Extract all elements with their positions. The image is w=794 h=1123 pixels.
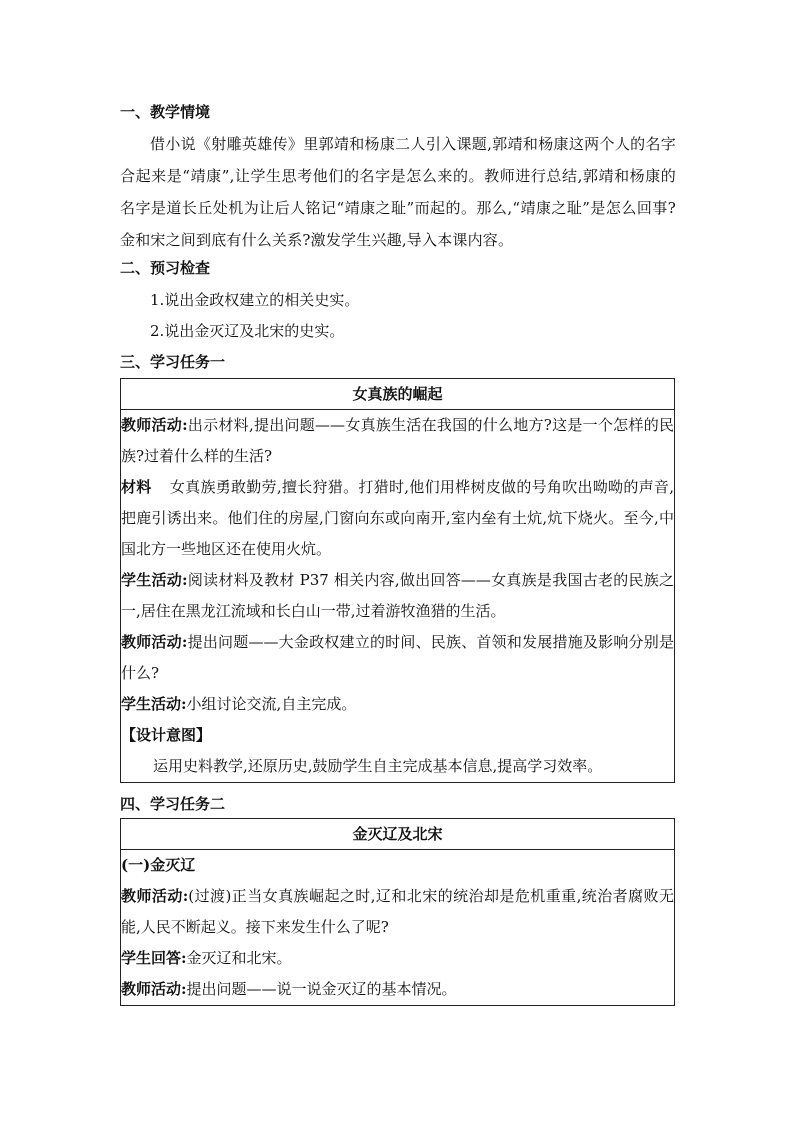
student-activity-2-label: 学生活动:: [121, 695, 187, 713]
teacher-activity-1-text: 出示材料,提出问题——女真族生活在我国的什么地方?这是一个怎样的民族?过着什么样的生活?: [121, 416, 674, 465]
material-block: [121, 472, 674, 565]
task1-table-title: 女真族的崛起: [121, 379, 675, 410]
teacher-activity-4-label: 教师活动:: [121, 980, 187, 998]
teacher-activity-2-label: 教师活动:: [121, 633, 188, 651]
student-activity-2: [121, 689, 674, 720]
preview-item-2: 2.说出金灭辽及北宋的史实。: [150, 322, 345, 340]
student-answer-text: 金灭辽和北宋。: [186, 949, 292, 967]
material-label: 材料: [121, 478, 152, 496]
subheading-jin-destroys-liao: (一)金灭辽: [121, 856, 196, 874]
section2-heading: 二、预习检查: [120, 259, 211, 277]
student-activity-2-text: 小组讨论交流,自主完成。: [186, 695, 357, 713]
student-activity-1: [121, 565, 674, 627]
task2-table-body: [121, 850, 675, 1006]
teacher-activity-2: [121, 627, 674, 689]
teacher-activity-1-label: 教师活动:: [121, 416, 188, 434]
task1-table-body: [121, 410, 675, 783]
student-answer-label: 学生回答:: [121, 949, 187, 967]
preview-item-1: 1.说出金政权建立的相关史实。: [150, 291, 360, 309]
student-activity-1-label: 学生活动:: [121, 571, 188, 589]
task2-table: [120, 818, 675, 1006]
design-intent-label: 【设计意图】: [121, 726, 212, 744]
design-intent-text: 运用史料教学,还原历史,鼓励学生自主完成基本信息,提高学习效率。: [153, 757, 603, 775]
section3-heading: 三、学习任务一: [120, 353, 226, 371]
teacher-activity-4-text: 提出问题——说一说金灭辽的基本情况。: [186, 980, 457, 998]
teacher-activity-3-label: 教师活动:: [121, 887, 189, 905]
section1-paragraph: 借小说《射雕英雄传》里郭靖和杨康二人引入课题,郭靖和杨康这两个人的名字合起来是“靖康”,让学生思考他们的名字是怎么来的。教师进行总结,郭靖和杨康的名字是道长丘处机为让后人铭记“靖康之耻”而起的。那么,“靖康之耻”是怎么回事?金和宋之间到底有什么关系?激发学生兴趣,导入本课内容。: [120, 135, 676, 249]
teacher-activity-3-text: (过渡)正当女真族崛起之时,辽和北宋的统治却是危机重重,统治者腐败无能,人民不断起义。接下来发生什么了呢?: [121, 887, 674, 936]
teacher-activity-4: [121, 974, 674, 1005]
student-activity-1-text: 阅读材料及教材 P37 相关内容,做出回答——女真族是我国古老的民族之一,居住在黑龙江流域和长白山一带,过着游牧渔猎的生活。: [121, 571, 674, 620]
material-text: 女真族勇敢勤劳,擅长狩猎。打猎时,他们用桦树皮做的号角吹出呦呦的声音,把鹿引诱出来。他们住的房屋,门窗向东或向南开,室内垒有土炕,炕下烧火。至今,中国北方一些地区还在使用火炕。: [121, 478, 674, 558]
task2-table-title: 金灭辽及北宋: [121, 819, 675, 850]
section4-heading: 四、学习任务二: [120, 795, 226, 813]
teacher-activity-1: [121, 410, 674, 472]
student-answer: [121, 943, 674, 974]
section1-heading: 一、教学情境: [120, 103, 211, 121]
task1-table: [120, 378, 675, 783]
teacher-activity-3: [121, 881, 674, 943]
teacher-activity-2-text: 提出问题——大金政权建立的时间、民族、首领和发展措施及影响分别是什么?: [121, 633, 674, 682]
